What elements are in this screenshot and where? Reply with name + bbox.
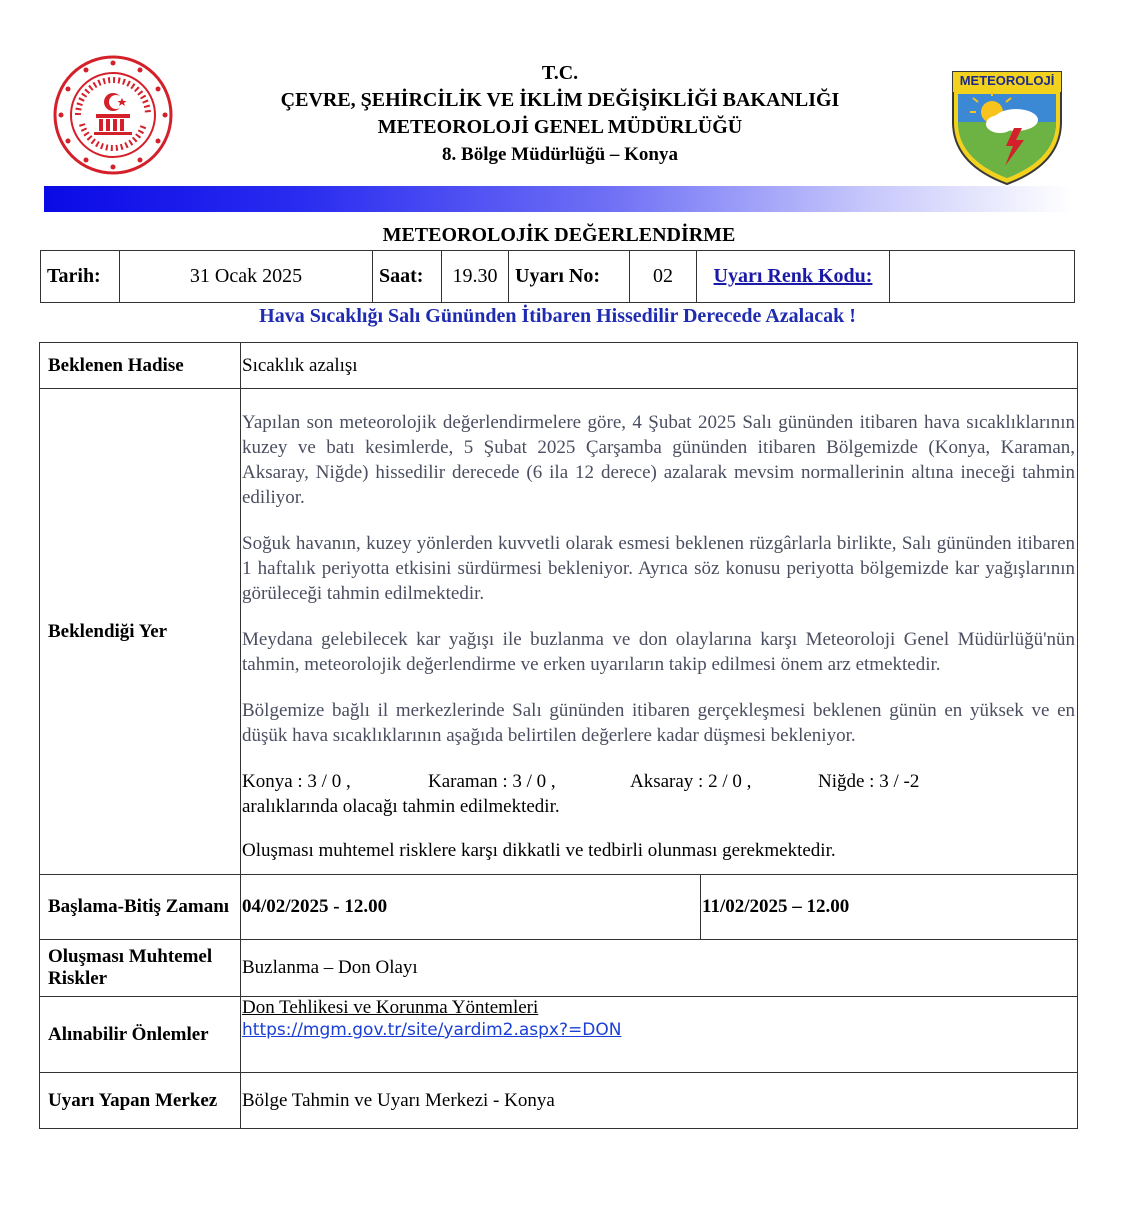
city-aksaray: Aksaray : 2 / 0 , xyxy=(630,770,752,792)
date-label: Tarih: xyxy=(41,251,120,303)
paragraph-1: Yapılan son meteorolojik değerlendirmelere göre, 4 Şubat 2025 Salı gününden itibaren hava sıcaklıklarının kuzey ve batı kesimlerde, 5 Şubat 2025 Çarşamba gününden itibaren Bölgemizde (Konya, Karaman, Aksaray, Niğde) hissedilir derecede (6 ila 12 derece) azalarak mevsim normallerinin altına ineceği tahmin ediliyor. xyxy=(242,411,1075,508)
paragraph-2: Soğuk havanın, kuzey yönlerden kuvvetli olarak esmesi beklenen rüzgârlarla birlikte, Salı gününden itibaren 1 haftalık periyotta etkisini sürdürmesi bekleniyor. Ayrıca söz konusu periyotta bölgemizde kar yağışlarının görüleceği tahmin edilmektedir. xyxy=(242,532,1075,604)
precautions-value xyxy=(241,997,1078,1073)
start-end-label: Başlama-Bitiş Zamanı xyxy=(40,875,241,940)
warning-no-value: 02 xyxy=(630,251,697,303)
closing-note: Oluşması muhtemel risklere karşı dikkatli ve tedbirli olunması gerekmektedir. xyxy=(242,839,836,861)
warning-details-table xyxy=(39,342,1078,1129)
start-time: 04/02/2025 - 12.00 xyxy=(241,875,701,940)
warning-no-label: Uyarı No: xyxy=(509,251,630,303)
row-precautions xyxy=(40,997,1078,1073)
end-time: 11/02/2025 – 12.00 xyxy=(701,875,1078,940)
date-value: 31 Ocak 2025 xyxy=(120,251,373,303)
paragraph-4: Bölgemize bağlı il merkezlerinde Salı gününden itibaren gerçekleşmesi beklenen günün en yüksek ve en düşük hava sıcaklıklarının aşağıda belirtilen değerlere kadar düşmesi bekleniyor. xyxy=(242,699,1075,746)
issuing-center-value: Bölge Tahmin ve Uyarı Merkezi - Konya xyxy=(241,1073,1078,1129)
letterhead xyxy=(180,60,940,168)
precautions-label: Alınabilir Önlemler xyxy=(40,997,241,1073)
city-karaman: Karaman : 3 / 0 , xyxy=(428,770,556,792)
possible-risks-value: Buzlanma – Don Olayı xyxy=(241,940,1078,997)
warning-headline: Hava Sıcaklığı Salı Gününden İtibaren Hissedilir Derecede Azalacak ! xyxy=(259,305,856,327)
mgm-logo-text: METEOROLOJİ xyxy=(959,73,1055,88)
info-table xyxy=(40,250,1075,303)
header-gradient-bar xyxy=(44,186,1072,212)
city-nigde: Niğde : 3 / -2 xyxy=(818,770,920,792)
expected-location-label: Beklendiği Yer xyxy=(40,389,241,875)
row-expected-event xyxy=(40,343,1078,389)
document-title: METEOROLOJİK DEĞERLENDİRME xyxy=(382,224,736,246)
color-code-label[interactable]: Uyarı Renk Kodu: xyxy=(713,265,873,287)
color-code-label-cell xyxy=(697,251,890,303)
cities-note: aralıklarında olacağı tahmin edilmektedir. xyxy=(242,795,560,817)
row-start-end-time xyxy=(40,875,1078,940)
header-region: 8. Bölge Müdürlüğü – Konya xyxy=(442,144,678,165)
header-tc: T.C. xyxy=(541,62,579,84)
city-konya: Konya : 3 / 0 , xyxy=(242,770,351,792)
color-code-value xyxy=(890,251,1075,303)
row-issuing-center xyxy=(40,1073,1078,1129)
mgm-logo xyxy=(950,64,1064,186)
precautions-link[interactable]: https://mgm.gov.tr/site/yardim2.aspx?=DON xyxy=(242,1020,622,1040)
row-expected-location xyxy=(40,389,1078,875)
expected-event-label: Beklenen Hadise xyxy=(40,343,241,389)
time-label: Saat: xyxy=(373,251,442,303)
header-ministry: ÇEVRE, ŞEHİRCİLİK VE İKLİM DEĞİŞİKLİĞİ BAKANLIĞI xyxy=(280,89,840,111)
header-general-directorate: METEOROLOJİ GENEL MÜDÜRLÜĞÜ xyxy=(377,116,743,138)
precautions-link-title[interactable]: Don Tehlikesi ve Korunma Yöntemleri xyxy=(242,997,539,1018)
expected-location-content xyxy=(241,389,1078,875)
paragraph-3: Meydana gelebilecek kar yağışı ile buzlanma ve don olaylarına karşı Meteoroloji Genel Müdürlüğü'nün tahmin, meteorolojik değerlendirme ve erken uyarıların takip edilmesi önem arz etmektedir. xyxy=(242,628,1075,675)
possible-risks-label: Oluşması Muhtemel Riskler xyxy=(40,940,241,997)
info-row xyxy=(41,251,1075,303)
city-temperatures xyxy=(242,769,1077,819)
time-value: 19.30 xyxy=(442,251,509,303)
ministry-seal-logo xyxy=(52,54,174,176)
row-possible-risks xyxy=(40,940,1078,997)
expected-event-value: Sıcaklık azalışı xyxy=(241,343,1078,389)
issuing-center-label: Uyarı Yapan Merkez xyxy=(40,1073,241,1129)
